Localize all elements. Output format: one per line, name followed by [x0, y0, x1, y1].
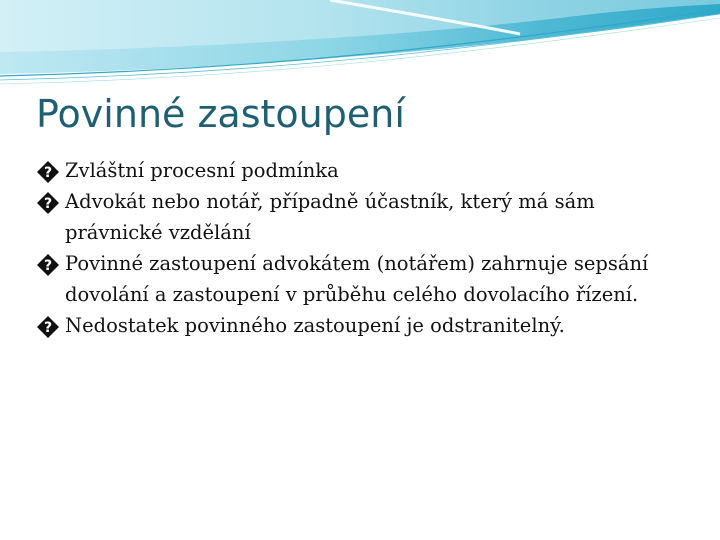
replacement-character-icon: [36, 253, 60, 277]
bullet-item: [36, 155, 686, 186]
bullet-text: Advokát nebo notář, případně účastník, který má sám právnické vzdělání: [65, 190, 595, 244]
svg-text:?: ?: [43, 196, 53, 212]
svg-text:?: ?: [43, 258, 53, 274]
bullet-item: [36, 310, 686, 341]
bullet-text: Zvláštní procesní podmínka: [65, 159, 339, 182]
bullet-list: [36, 155, 686, 341]
header-wave-decoration: [0, 0, 720, 90]
bullet-text: Povinné zastoupení advokátem (notářem) zahrnuje sepsání dovolání a zastoupení v průběhu celého dovolacího řízení.: [65, 252, 649, 306]
bullet-item: [36, 248, 686, 310]
bullet-item: [36, 186, 686, 248]
replacement-character-icon: [36, 191, 60, 215]
replacement-character-icon: [36, 160, 60, 184]
replacement-character-icon: [36, 315, 60, 339]
svg-text:?: ?: [43, 320, 53, 336]
slide-title: Povinné zastoupení: [36, 92, 405, 136]
bullet-text: Nedostatek povinného zastoupení je odstranitelný.: [65, 314, 565, 337]
svg-text:?: ?: [43, 165, 53, 181]
